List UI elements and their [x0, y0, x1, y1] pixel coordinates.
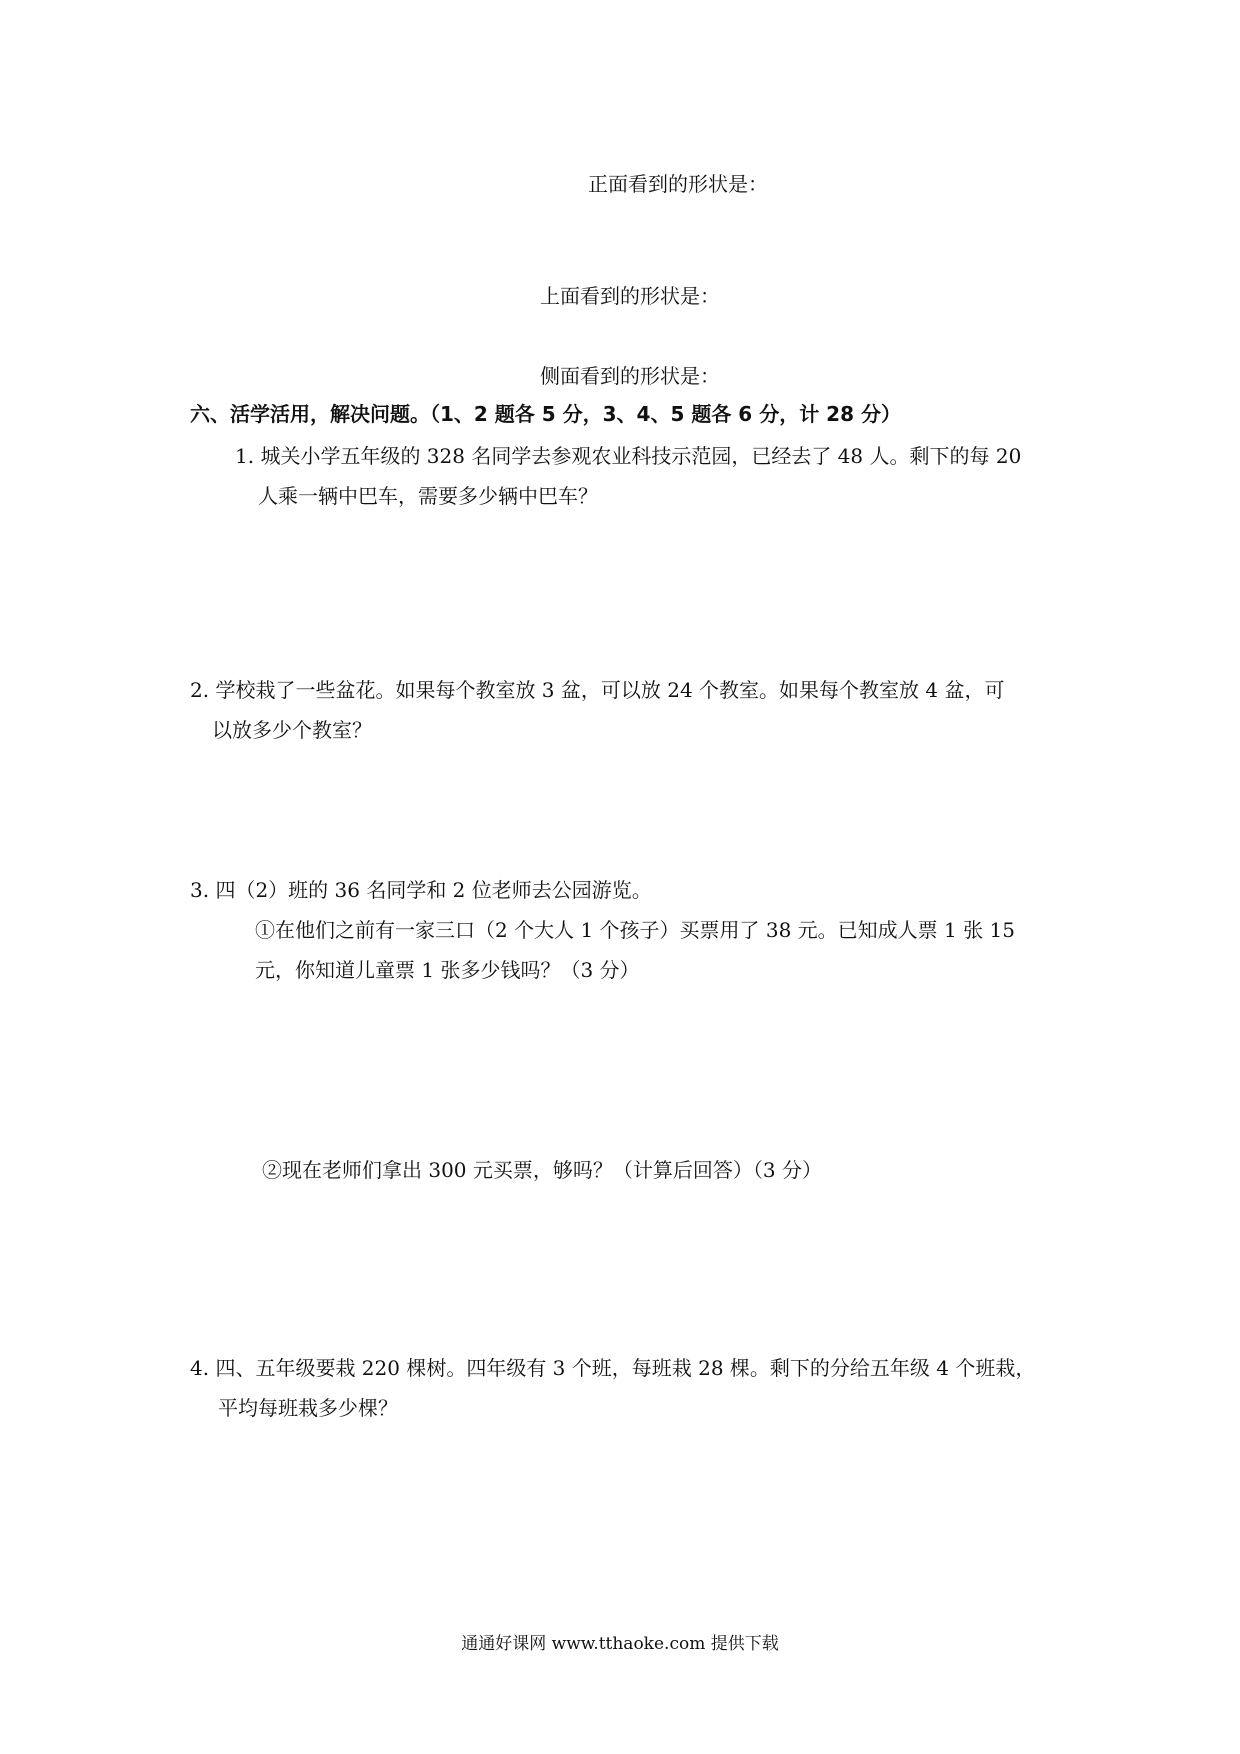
question-4-line-1: 4. 四、五年级要栽 220 棵树。四年级有 3 个班，每班栽 28 棵。剩下的分给五年级 4 个班栽，	[190, 1356, 1036, 1380]
question-1-line-2: 人乘一辆中巴车，需要多少辆中巴车？	[258, 484, 598, 508]
footer-source-note: 通通好课网 www.tthaoke.com 提供下载	[461, 1634, 779, 1654]
question-3-part-2: ②现在老师们拿出 300 元买票，够吗？（计算后回答）（3 分）	[262, 1158, 822, 1182]
question-3-part-1-line-2: 元，你知道儿童票 1 张多少钱吗？（3 分）	[255, 958, 640, 982]
question-3-intro: 3. 四（2）班的 36 名同学和 2 位老师去公园游览。	[190, 878, 652, 902]
top-view-label: 上面看到的形状是：	[540, 284, 720, 308]
question-2-line-1: 2. 学校栽了一些盆花。如果每个教室放 3 盆，可以放 24 个教室。如果每个教室放 4 盆，可	[190, 678, 1005, 702]
question-2-line-2: 以放多少个教室？	[212, 718, 372, 742]
question-4-line-2: 平均每班栽多少棵？	[218, 1396, 398, 1420]
section-heading: 六、活学活用，解决问题。（1、2 题各 5 分，3、4、5 题各 6 分，计 28 分）	[190, 402, 901, 426]
question-3-part-1-line-1: ①在他们之前有一家三口（2 个大人 1 个孩子）买票用了 38 元。已知成人票 1 张 15	[255, 918, 1015, 942]
front-view-label: 正面看到的形状是：	[588, 172, 768, 196]
question-1-line-1: 1. 城关小学五年级的 328 名同学去参观农业科技示范园，已经去了 48 人。剩下的每 20	[235, 444, 1022, 468]
side-view-label: 侧面看到的形状是：	[540, 364, 720, 388]
